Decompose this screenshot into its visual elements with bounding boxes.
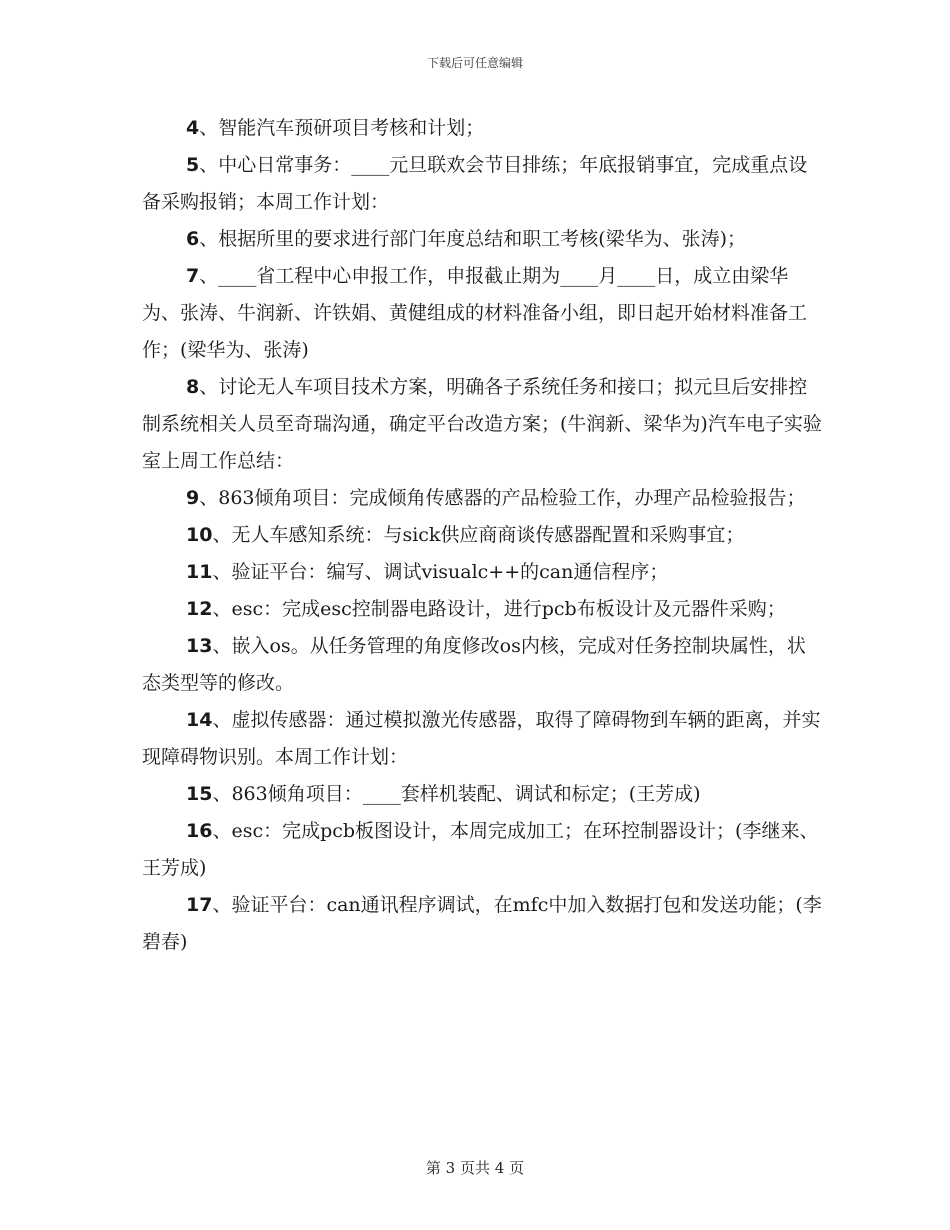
- item-text: 、863倾角项目：完成倾角传感器的产品检验工作，办理产品检验报告；: [199, 487, 806, 509]
- item-text: 、____省工程中心申报工作，申报截止期为____月____日，成立由梁华为、张涛、牛润新、许铁娟、黄健组成的材料准备小组，即日起开始材料准备工作；(梁华为、张涛): [142, 265, 808, 361]
- item-text: 、嵌入os。从任务管理的角度修改os内核，完成对任务控制块属性，状态类型等的修改。: [142, 635, 806, 694]
- list-item: [142, 221, 822, 258]
- item-number: 16: [186, 820, 213, 842]
- item-number: 11: [186, 561, 213, 583]
- item-text: 、中心日常事务：____元旦联欢会节目排练；年底报销事宜，完成重点设备采购报销；本周工作计划：: [142, 154, 808, 213]
- list-item: [142, 480, 822, 517]
- item-number: 9: [186, 487, 200, 509]
- list-item: [142, 147, 822, 221]
- item-number: 4: [186, 117, 200, 139]
- item-number: 15: [186, 783, 213, 805]
- item-text: 、验证平台：can通讯程序调试，在mfc中加入数据打包和发送功能；(李碧春): [142, 894, 822, 953]
- item-text: 、esc：完成esc控制器电路设计，进行pcb布板设计及元器件采购；: [212, 598, 786, 620]
- item-number: 14: [186, 709, 213, 731]
- item-number: 12: [186, 598, 213, 620]
- list-item: [142, 628, 822, 702]
- item-text: 、无人车感知系统：与sick供应商商谈传感器配置和采购事宜；: [212, 524, 745, 546]
- page-footer: 第 3 页共 4 页: [425, 1159, 525, 1177]
- item-text: 、863倾角项目：____套样机装配、调试和标定；(王芳成): [212, 783, 701, 805]
- item-number: 7: [186, 265, 200, 287]
- item-number: 13: [186, 635, 213, 657]
- page-header: 下载后可任意编辑: [426, 56, 523, 70]
- list-item: [142, 369, 822, 480]
- item-number: 6: [186, 228, 200, 250]
- item-text: 、根据所里的要求进行部门年度总结和职工考核(梁华为、张涛)；: [199, 228, 747, 250]
- list-item: [142, 258, 822, 369]
- list-item: [142, 776, 822, 813]
- list-item: [142, 702, 822, 776]
- item-text: 、验证平台：编写、调试visualc++的can通信程序；: [212, 561, 669, 583]
- item-text: 、虚拟传感器：通过模拟激光传感器，取得了障碍物到车辆的距离，并实现障碍物识别。本周工作计划：: [142, 709, 821, 768]
- item-text: 、esc：完成pcb板图设计，本周完成加工；在环控制器设计；(李继来、王芳成): [142, 820, 819, 879]
- list-item: [142, 813, 822, 887]
- item-number: 17: [186, 894, 213, 916]
- item-text: 、智能汽车预研项目考核和计划；: [199, 117, 485, 139]
- list-item: [142, 887, 822, 961]
- list-item: [142, 591, 822, 628]
- list-item: [142, 110, 822, 147]
- document-body: [142, 110, 822, 961]
- item-number: 10: [186, 524, 213, 546]
- item-number: 5: [186, 154, 200, 176]
- list-item: [142, 517, 822, 554]
- item-text: 、讨论无人车项目技术方案，明确各子系统任务和接口；拟元旦后安排控制系统相关人员至奇瑞沟通，确定平台改造方案；(牛润新、梁华为)汽车电子实验室上周工作总结：: [142, 376, 822, 472]
- item-number: 8: [186, 376, 200, 398]
- list-item: [142, 554, 822, 591]
